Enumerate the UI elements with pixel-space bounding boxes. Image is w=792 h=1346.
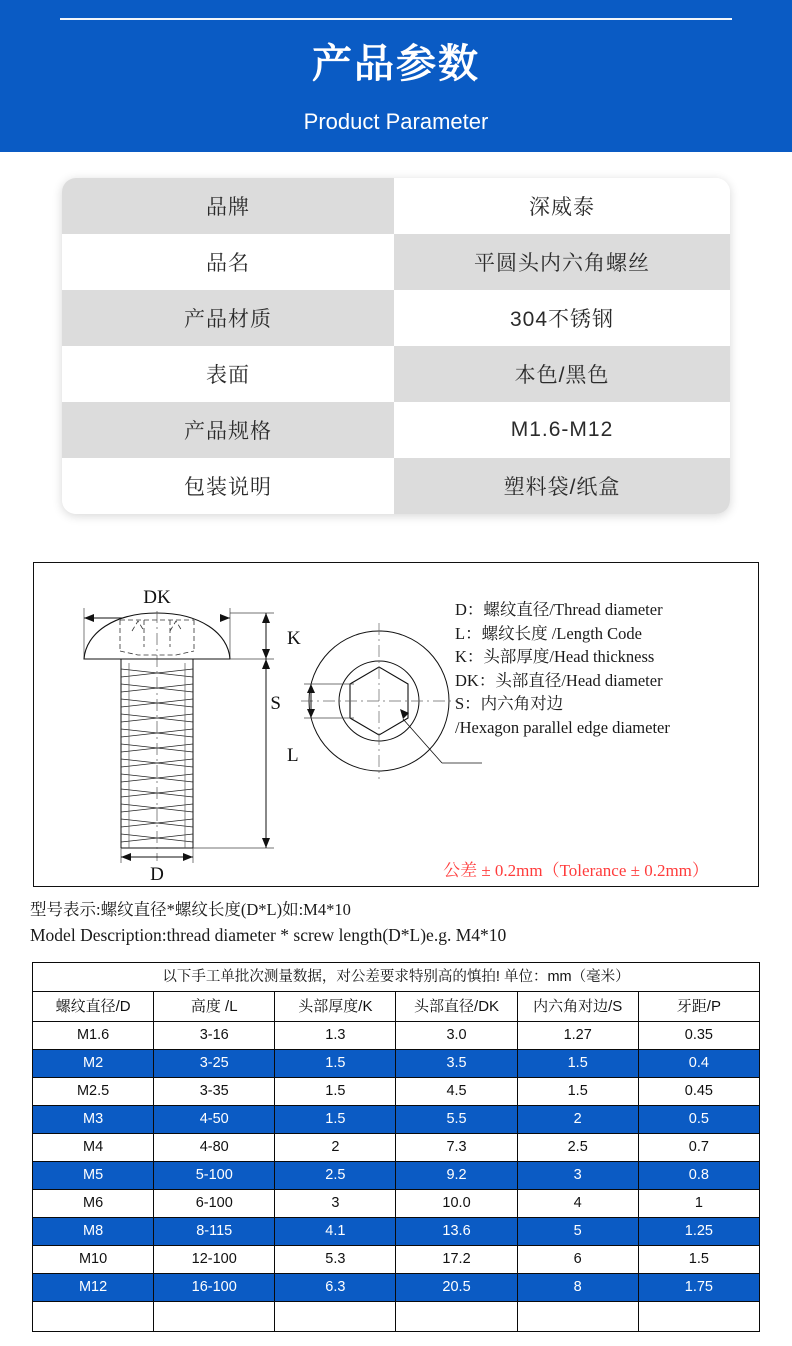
k-arrow-top <box>262 613 270 623</box>
cell-l <box>154 1302 275 1332</box>
dk-label: DK <box>143 587 171 608</box>
cell-s: 6 <box>517 1246 638 1274</box>
model-description-cn: 型号表示:螺纹直径*螺纹长度(D*L)如:M4*10 <box>30 900 351 919</box>
cell-s: 5 <box>517 1218 638 1246</box>
page-title: 产品参数 <box>312 42 480 86</box>
d-arrow-right <box>183 853 193 861</box>
l-arrow-top <box>262 659 270 669</box>
table-row <box>33 1050 760 1078</box>
page-subtitle: Product Parameter <box>303 109 489 134</box>
cell-d: M2 <box>33 1050 154 1078</box>
table-caption: 以下手工单批次测量数据，对公差要求特别高的慎拍! 单位：mm（毫米） <box>33 963 760 992</box>
cell-p: 0.35 <box>638 1022 759 1050</box>
table-row <box>33 1162 760 1190</box>
table-row <box>33 1078 760 1106</box>
spec-row <box>62 234 730 290</box>
cell-k: 2 <box>275 1134 396 1162</box>
cell-p: 0.5 <box>638 1106 759 1134</box>
table-row-empty <box>33 1302 760 1332</box>
cell-dk: 3.0 <box>396 1022 517 1050</box>
banner-divider-line <box>60 18 732 20</box>
legend-line-k: K：头部厚度/Head thickness <box>455 647 655 666</box>
cell-k: 3 <box>275 1190 396 1218</box>
spec-key: 表面 <box>62 346 394 402</box>
dimension-data-table <box>32 962 760 1332</box>
table-row <box>33 1246 760 1274</box>
column-header-l: 高度 /L <box>154 992 275 1022</box>
cell-d: M2.5 <box>33 1078 154 1106</box>
cell-l: 3-16 <box>154 1022 275 1050</box>
cell-p: 1.25 <box>638 1218 759 1246</box>
cell-p: 0.8 <box>638 1162 759 1190</box>
l-label: L <box>287 745 299 766</box>
cell-s: 8 <box>517 1274 638 1302</box>
cell-k: 6.3 <box>275 1274 396 1302</box>
legend-line-l: L：螺纹长度 /Length Code <box>455 623 642 643</box>
cell-p: 1 <box>638 1190 759 1218</box>
cell-p <box>638 1302 759 1332</box>
k-label: K <box>287 628 301 649</box>
cell-l: 12-100 <box>154 1246 275 1274</box>
cell-dk: 13.6 <box>396 1218 517 1246</box>
table-row <box>33 1218 760 1246</box>
legend-line-s-en: /Hexagon parallel edge diameter <box>455 717 670 737</box>
spec-value: 平圆头内六角螺丝 <box>394 234 730 290</box>
column-header-p: 牙距/P <box>638 992 759 1022</box>
s-arrow-top <box>307 684 315 693</box>
column-header-d: 螺纹直径/D <box>33 992 154 1022</box>
spec-row <box>62 458 730 514</box>
cell-p: 1.75 <box>638 1274 759 1302</box>
spec-value: 本色/黑色 <box>394 346 730 402</box>
spec-key: 包装说明 <box>62 458 394 514</box>
cell-l: 4-80 <box>154 1134 275 1162</box>
dimension-legend <box>455 598 755 739</box>
cell-l: 3-35 <box>154 1078 275 1106</box>
cell-dk: 7.3 <box>396 1134 517 1162</box>
cell-k: 2.5 <box>275 1162 396 1190</box>
cell-dk <box>396 1302 517 1332</box>
product-spec-card <box>62 178 730 514</box>
cell-dk: 20.5 <box>396 1274 517 1302</box>
spec-key: 品名 <box>62 234 394 290</box>
cell-dk: 10.0 <box>396 1190 517 1218</box>
spec-value: 塑料袋/纸盒 <box>394 458 730 514</box>
top-view-center-lines <box>301 623 457 779</box>
table-row <box>33 1190 760 1218</box>
legend-line-s: S：内六角对边 <box>455 694 564 713</box>
column-header-s: 内六角对边/S <box>517 992 638 1022</box>
column-header-dk: 头部直径/DK <box>396 992 517 1022</box>
spec-row <box>62 290 730 346</box>
cell-p: 0.45 <box>638 1078 759 1106</box>
model-description <box>30 898 770 948</box>
table-row <box>33 1022 760 1050</box>
d-label: D <box>150 864 164 885</box>
cell-dk: 3.5 <box>396 1050 517 1078</box>
cell-dk: 17.2 <box>396 1246 517 1274</box>
cell-dk: 5.5 <box>396 1106 517 1134</box>
spec-row <box>62 178 730 234</box>
cell-d: M8 <box>33 1218 154 1246</box>
cell-d: M3 <box>33 1106 154 1134</box>
cell-l: 5-100 <box>154 1162 275 1190</box>
dk-arrow-left <box>84 614 94 622</box>
spec-value: 304不锈钢 <box>394 290 730 346</box>
cell-s: 1.5 <box>517 1050 638 1078</box>
cell-k: 1.3 <box>275 1022 396 1050</box>
dk-arrow-right <box>220 614 230 622</box>
cell-s: 2 <box>517 1106 638 1134</box>
spec-value: M1.6-M12 <box>394 402 730 458</box>
cell-d: M1.6 <box>33 1022 154 1050</box>
legend-line-d: D：螺纹直径/Thread diameter <box>455 600 663 619</box>
cell-d: M10 <box>33 1246 154 1274</box>
cell-d: M12 <box>33 1274 154 1302</box>
cell-k: 1.5 <box>275 1106 396 1134</box>
cell-s: 1.27 <box>517 1022 638 1050</box>
cell-k: 4.1 <box>275 1218 396 1246</box>
l-arrow-bottom <box>262 838 270 848</box>
s-arrow-bottom <box>307 709 315 718</box>
dimension-data-table-body <box>33 963 760 1332</box>
cell-k <box>275 1302 396 1332</box>
cell-l: 4-50 <box>154 1106 275 1134</box>
tolerance-note: 公差 ± 0.2mm（Tolerance ± 0.2mm） <box>443 861 709 880</box>
table-row <box>33 1106 760 1134</box>
spec-key: 产品材质 <box>62 290 394 346</box>
spec-row <box>62 346 730 402</box>
cell-p: 1.5 <box>638 1246 759 1274</box>
cell-s: 3 <box>517 1162 638 1190</box>
cell-p: 0.4 <box>638 1050 759 1078</box>
spec-key: 产品规格 <box>62 402 394 458</box>
spec-key: 品牌 <box>62 178 394 234</box>
table-caption-row <box>33 963 760 992</box>
table-row <box>33 1274 760 1302</box>
cell-l: 3-25 <box>154 1050 275 1078</box>
legend-line-dk: DK：头部直径/Head diameter <box>455 670 663 690</box>
page-header-banner <box>0 0 792 152</box>
spec-row <box>62 402 730 458</box>
cell-k: 1.5 <box>275 1050 396 1078</box>
cell-dk: 4.5 <box>396 1078 517 1106</box>
cell-s <box>517 1302 638 1332</box>
cell-d: M4 <box>33 1134 154 1162</box>
cell-k: 5.3 <box>275 1246 396 1274</box>
column-header-k: 头部厚度/K <box>275 992 396 1022</box>
table-header-row <box>33 992 760 1022</box>
cell-p: 0.7 <box>638 1134 759 1162</box>
cell-dk: 9.2 <box>396 1162 517 1190</box>
table-row <box>33 1134 760 1162</box>
cell-s: 4 <box>517 1190 638 1218</box>
spec-value: 深威泰 <box>394 178 730 234</box>
model-description-en: Model Description:thread diameter * screw length(D*L)e.g. M4*10 <box>30 925 507 945</box>
cell-k: 1.5 <box>275 1078 396 1106</box>
cell-s: 1.5 <box>517 1078 638 1106</box>
k-arrow-bottom <box>262 649 270 659</box>
cell-s: 2.5 <box>517 1134 638 1162</box>
cell-d: M5 <box>33 1162 154 1190</box>
d-arrow-left <box>121 853 131 861</box>
cell-d <box>33 1302 154 1332</box>
cell-l: 8-115 <box>154 1218 275 1246</box>
cell-l: 16-100 <box>154 1274 275 1302</box>
cell-l: 6-100 <box>154 1190 275 1218</box>
s-label: S <box>270 693 281 714</box>
cell-d: M6 <box>33 1190 154 1218</box>
